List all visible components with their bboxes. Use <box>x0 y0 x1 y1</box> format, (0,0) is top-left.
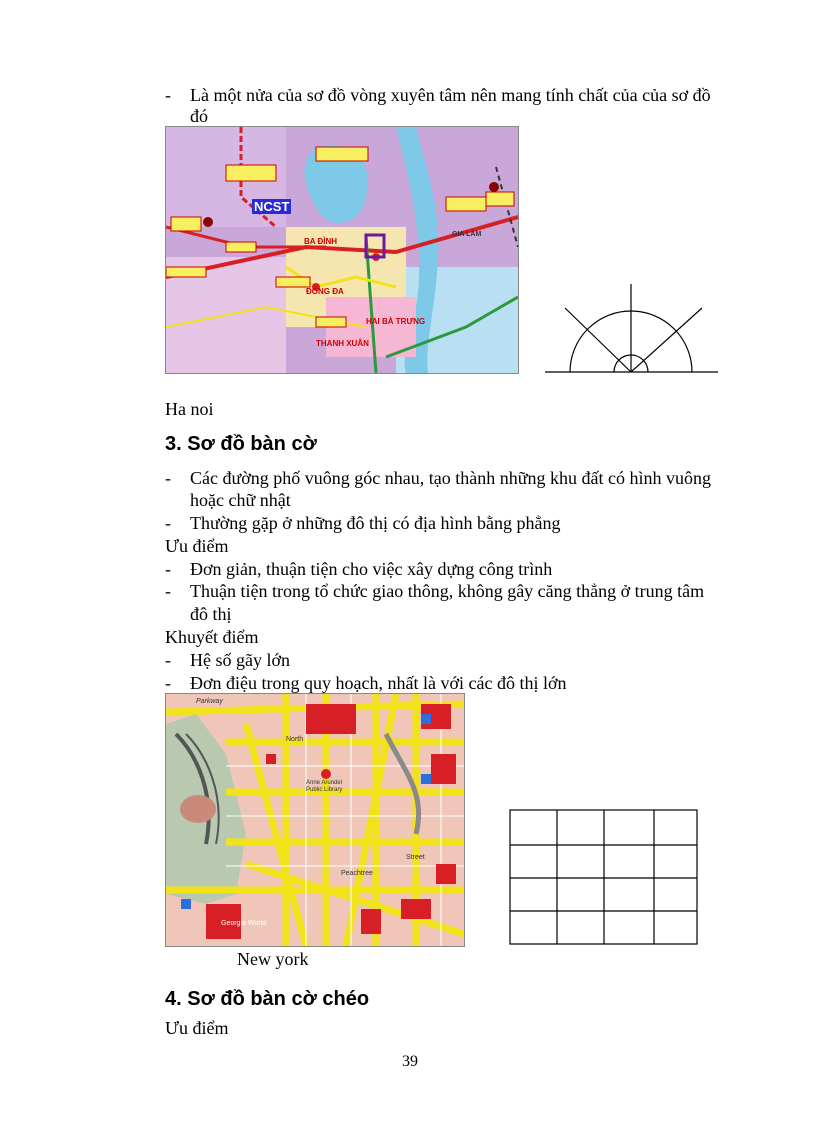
s3-b1-line1: Các đường phố vuông góc nhau, tạo thành những khu đất có hình vuông <box>190 468 711 488</box>
caption-hanoi: Ha noi <box>165 399 214 419</box>
page-number: 39 <box>402 1053 418 1070</box>
ny-label-georgia-world: Georgia World <box>221 920 267 927</box>
s3-adv1-dash: - <box>165 559 171 579</box>
s3-adv2-line2: đô thị <box>190 604 232 624</box>
map-place-dong-da: ĐỐNG ĐA <box>306 287 344 296</box>
intro-line-2: đó <box>190 106 208 126</box>
s3-adv1: Đơn giản, thuận tiện cho việc xây dựng công trình <box>190 559 553 579</box>
map-place-gia-lam: GIA LÂM <box>452 231 482 238</box>
hanoi-map-image <box>165 126 519 374</box>
ncst-map-label: NCST <box>254 199 290 214</box>
s3-adv2-dash: - <box>165 581 171 601</box>
section-4-heading: 4. Sơ đồ bàn cờ chéo <box>165 988 370 1010</box>
caption-new-york: New york <box>237 949 309 969</box>
ny-street-parkway: Parkway <box>196 698 223 705</box>
map-place-ba-dinh: BA ĐÌNH <box>304 237 338 246</box>
s3-b1-dash: - <box>165 468 171 488</box>
ny-map-graphic <box>166 694 464 946</box>
map-place-hai-ba-trung: HAI BÀ TRƯNG <box>366 317 426 326</box>
s3-adv2-line1: Thuận tiện trong tổ chức giao thông, không gây căng thẳng ở trung tâm <box>190 581 705 601</box>
s3-dis-title: Khuyết điểm <box>165 627 259 647</box>
s3-dis2-dash: - <box>165 673 171 693</box>
ny-label-library: Anne Arundel Public Library <box>306 780 343 793</box>
map-place-thanh-xuan: THANH XUÂN <box>316 339 369 348</box>
s3-b1-line2: hoặc chữ nhật <box>190 490 291 510</box>
section-3-heading: 3. Sơ đồ bàn cờ <box>165 433 317 455</box>
s3-b2: Thường gặp ở những đô thị có địa hình bằng phẳng <box>190 513 561 533</box>
intro-line-1: Là một nửa của sơ đồ vòng xuyên tâm nên mang tính chất của của sơ đồ <box>190 85 711 105</box>
grid-diagram <box>508 808 700 946</box>
s3-adv-title: Ưu điểm <box>165 536 229 556</box>
ny-street-street: Street <box>406 854 425 861</box>
s3-dis1: Hệ số gãy lớn <box>190 650 291 670</box>
s3-b2-dash: - <box>165 513 171 533</box>
ny-map-image <box>165 693 465 947</box>
semi-radial-diagram <box>540 280 720 376</box>
s4-adv-title: Ưu điểm <box>165 1018 229 1038</box>
ny-street-peachtree: Peachtree <box>341 870 373 877</box>
ny-street-north: North <box>286 736 304 743</box>
hanoi-map-graphic <box>166 127 518 373</box>
intro-bullet-dash: - <box>165 85 171 105</box>
s3-dis1-dash: - <box>165 650 171 670</box>
s3-dis2: Đơn điệu trong quy hoạch, nhất là với các đô thị lớn <box>190 673 567 693</box>
